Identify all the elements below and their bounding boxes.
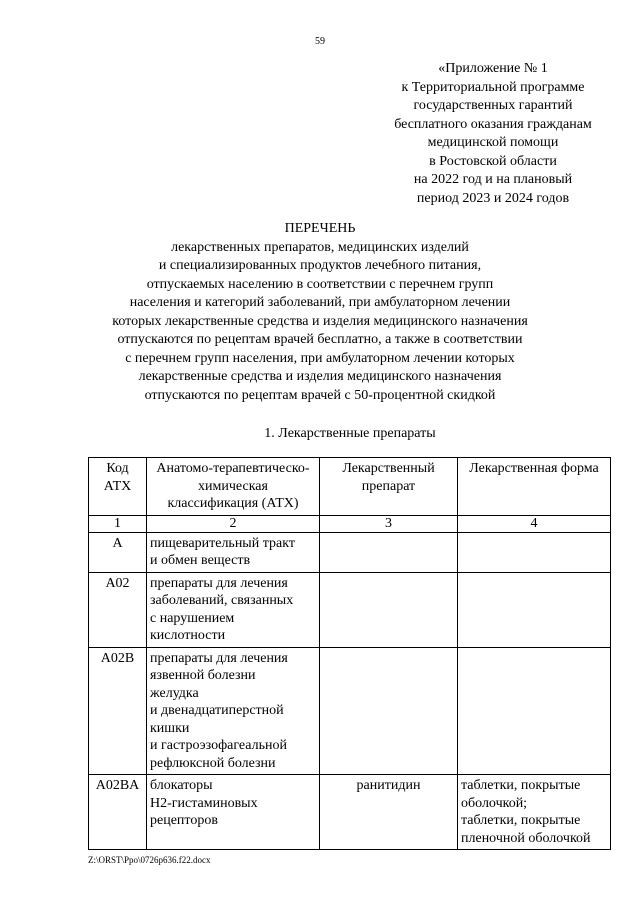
drug-table <box>88 457 611 850</box>
atx-classification: препараты для лечения заболеваний, связанных с нарушением кислотности <box>147 572 320 647</box>
atx-code: A02 <box>89 572 147 647</box>
header-form: Лекарственная форма <box>458 458 611 516</box>
header-drug: Лекарственный препарат <box>320 458 458 516</box>
drug-form <box>458 532 611 572</box>
column-number: 3 <box>320 515 458 532</box>
drug-form <box>458 572 611 647</box>
atx-classification: пищеварительный тракт и обмен веществ <box>147 532 320 572</box>
subtitle-line: с перечнем групп населения, при амбулаторном лечении которых <box>125 350 515 366</box>
appendix-line: на 2022 год и на плановый <box>413 172 573 187</box>
drug-name: ранитидин <box>320 775 458 850</box>
table-row <box>89 775 611 850</box>
drug-form <box>458 647 611 775</box>
atx-classification: препараты для лечения язвенной болезни желудка и двенадцатиперстной кишки и гастроэзофагеальной рефлюксной болезни <box>147 647 320 775</box>
appendix-line: период 2023 и 2024 годов <box>416 190 570 206</box>
appendix-line: медицинской помощи <box>427 135 559 150</box>
column-number: 2 <box>147 515 320 532</box>
appendix-header <box>388 60 598 208</box>
document-heading <box>0 220 640 405</box>
file-path-footer: Z:\ORST\Ppo\0726p636.f22.docx <box>88 855 211 865</box>
appendix-line: в Ростовской области <box>429 153 557 169</box>
column-number-row <box>89 515 611 532</box>
table-header-row <box>89 458 611 516</box>
appendix-line: к Территориальной программе <box>401 79 585 95</box>
atx-code: А <box>89 532 147 572</box>
appendix-line: «Приложение № 1 <box>438 61 548 76</box>
atx-code: A02B <box>89 647 147 775</box>
subtitle-line: отпускаются по рецептам врачей бесплатно, а также в соответствии <box>117 332 523 347</box>
drug-name <box>320 572 458 647</box>
drug-name <box>320 647 458 775</box>
appendix-line: бесплатного оказания гражданам <box>394 116 592 132</box>
page-number: 59 <box>315 36 325 47</box>
subtitle-line: отпускаются по рецептам врачей с 50-процентной скидкой <box>144 387 496 403</box>
subtitle-line: и специализированных продуктов лечебного питания, <box>158 258 482 273</box>
header-code: Код АТХ <box>89 458 147 516</box>
subtitle-line: населения и категорий заболеваний, при амбулаторном лечении <box>129 295 511 310</box>
appendix-line: государственных гарантий <box>413 98 573 113</box>
subtitle-line: отпускаемых населению в соответствии с перечнем групп <box>146 276 494 292</box>
subtitle-line: которых лекарственные средства и изделия медицинского назначения <box>112 313 528 329</box>
atx-code: A02BA <box>89 775 147 850</box>
section-title: 1. Лекарственные препараты <box>264 426 436 441</box>
column-number: 1 <box>89 515 147 532</box>
document-title: ПЕРЕЧЕНЬ <box>284 221 356 236</box>
subtitle-line: лекарственные средства и изделия медицинского назначения <box>138 369 502 384</box>
column-number: 4 <box>458 515 611 532</box>
table-row <box>89 572 611 647</box>
table-row <box>89 532 611 572</box>
table-row <box>89 647 611 775</box>
header-classification: Анатомо-терапевтическо- химическая классификация (АТХ) <box>147 458 320 516</box>
drug-name <box>320 532 458 572</box>
drug-form: таблетки, покрытые оболочкой; таблетки, покрытые пленочной оболочкой <box>458 775 611 850</box>
atx-classification: блокаторы H2-гистаминовых рецепторов <box>147 775 320 850</box>
subtitle-line: лекарственных препаратов, медицинских изделий <box>171 239 469 255</box>
